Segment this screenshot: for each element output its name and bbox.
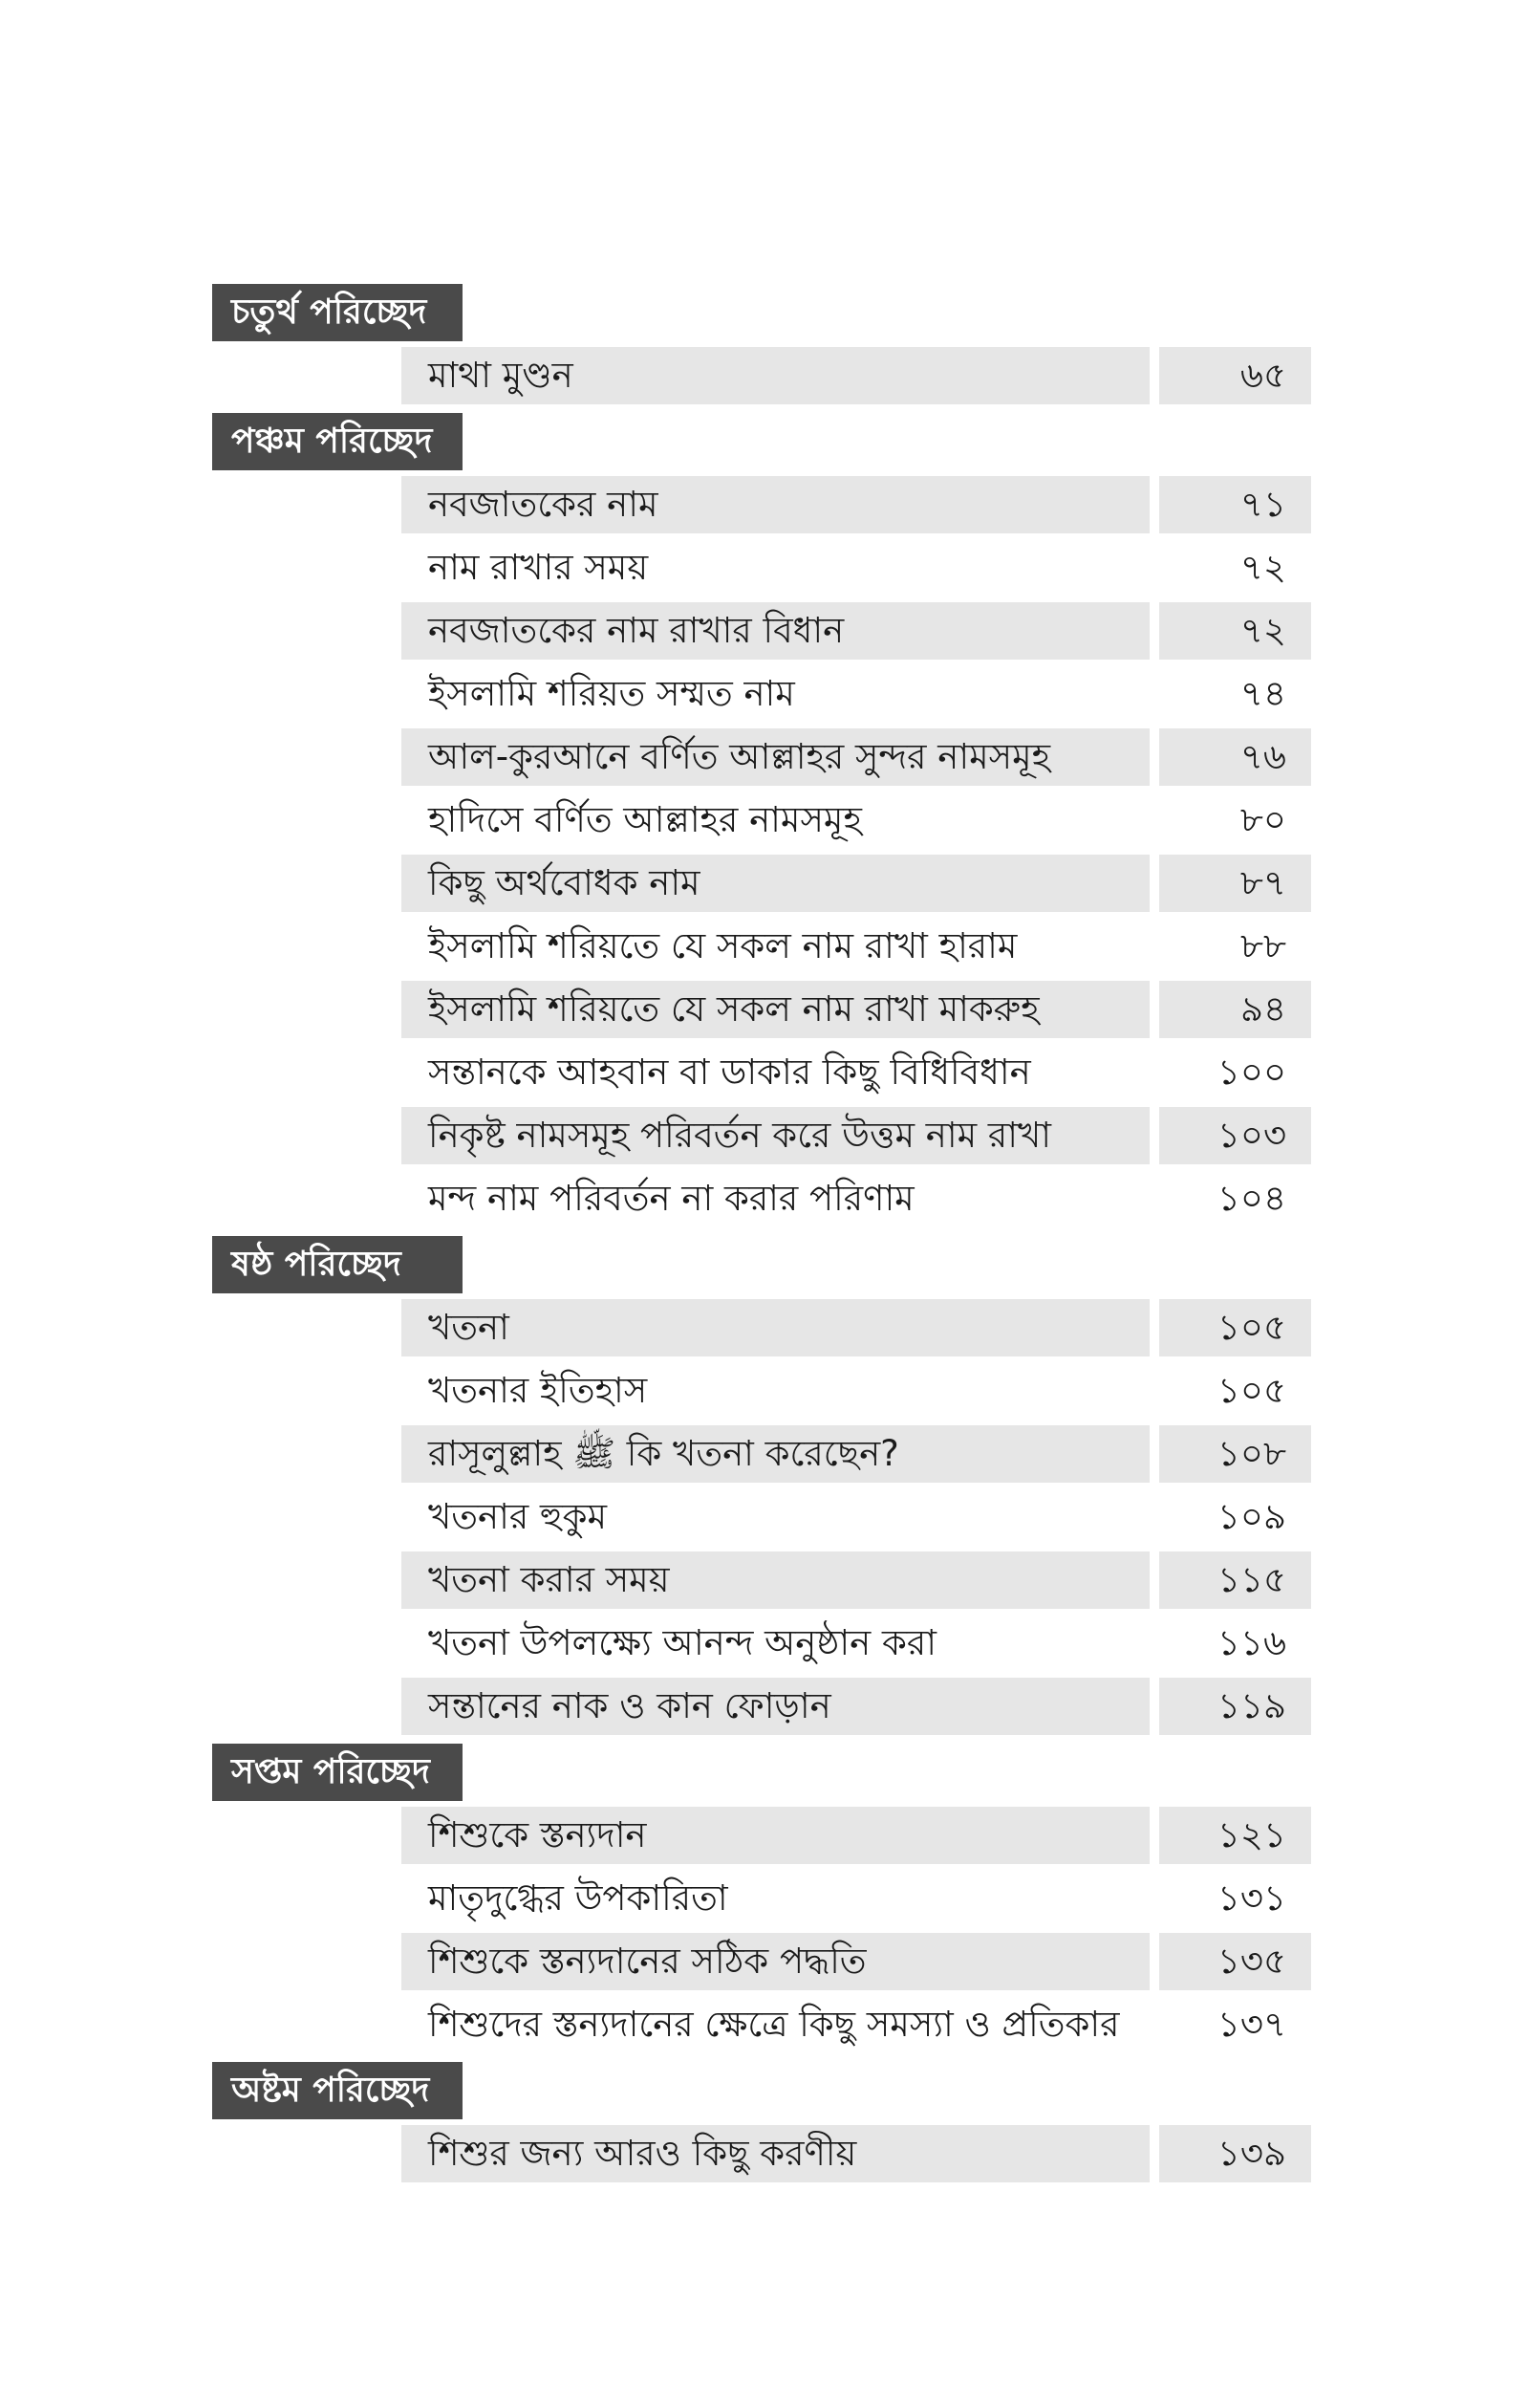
- entry-title: খতনা উপলক্ষ্যে আনন্দ অনুষ্ঠান করা: [428, 1622, 937, 1663]
- entry-page-number: ১১৫: [1159, 1551, 1311, 1609]
- entry-title: আল-কুরআনে বর্ণিত আল্লাহর সুন্দর নামসমূহ: [401, 728, 1150, 786]
- entry-page-number: ১৩৭: [1217, 2004, 1286, 2045]
- toc-entry: [401, 1551, 1311, 1609]
- toc-entry: [401, 1807, 1311, 1864]
- entry-page-number: ১১৬: [1217, 1622, 1286, 1663]
- toc-entry: [401, 1299, 1311, 1356]
- chapter-heading: ষষ্ঠ পরিচ্ছেদ: [212, 1236, 463, 1293]
- chapter-heading: পঞ্চম পরিচ্ছেদ: [212, 413, 463, 470]
- chapter-section: [212, 1744, 1311, 2053]
- toc-entry: [401, 602, 1311, 660]
- entry-page-number: ৭৪: [1239, 673, 1286, 714]
- entry-page-number: ১০৩: [1159, 1107, 1311, 1164]
- entry-page-number: ১৩১: [1217, 1877, 1286, 1919]
- entry-page-number: ৭২: [1239, 547, 1286, 588]
- entry-title: মাতৃদুগ্ধের উপকারিতা: [428, 1877, 728, 1919]
- table-of-contents: [212, 284, 1311, 2188]
- chapter-section: [212, 2062, 1311, 2182]
- entry-title: শিশুকে স্তন্যদান: [401, 1807, 1150, 1864]
- entry-page-number: ৭২: [1159, 602, 1311, 660]
- entry-title: খতনা: [401, 1299, 1150, 1356]
- entry-title: শিশুকে স্তন্যদানের সঠিক পদ্ধতি: [401, 1933, 1150, 1990]
- toc-entry: [401, 665, 1311, 723]
- entry-page-number: ৮৮: [1239, 925, 1286, 966]
- entry-title: রাসূলুল্লাহ ﷺ কি খতনা করেছেন?: [401, 1425, 1150, 1483]
- toc-entry: [401, 2125, 1311, 2182]
- entry-title: শিশুর জন্য আরও কিছু করণীয়: [401, 2125, 1150, 2182]
- entry-title: মন্দ নাম পরিবর্তন না করার পরিণাম: [428, 1178, 915, 1219]
- toc-entry: [401, 1870, 1311, 1927]
- entry-page-number: ১০৯: [1217, 1496, 1286, 1537]
- toc-entry: [401, 1362, 1311, 1420]
- toc-entry: [401, 1615, 1311, 1672]
- toc-entry: [401, 792, 1311, 849]
- toc-entry: [401, 1425, 1311, 1483]
- chapter-section: [212, 284, 1311, 404]
- entry-title: কিছু অর্থবোধক নাম: [401, 855, 1150, 912]
- entry-title: সন্তানের নাক ও কান ফোড়ান: [401, 1678, 1150, 1735]
- entry-page-number: ৯৪: [1159, 981, 1311, 1038]
- toc-entry: [401, 1170, 1311, 1227]
- entry-page-number: ৮০: [1239, 799, 1286, 840]
- entry-page-number: ১৩৯: [1159, 2125, 1311, 2182]
- entry-title: সন্তানকে আহবান বা ডাকার কিছু বিধিবিধান: [428, 1052, 1031, 1093]
- entry-page-number: ১০৫: [1159, 1299, 1311, 1356]
- entry-page-number: ১১৯: [1159, 1678, 1311, 1735]
- toc-entry: [401, 1044, 1311, 1101]
- entry-page-number: ৭১: [1159, 476, 1311, 533]
- chapter-heading: অষ্টম পরিচ্ছেদ: [212, 2062, 463, 2119]
- entry-title: মাথা মুণ্ডন: [401, 347, 1150, 404]
- chapter-section: [212, 1236, 1311, 1735]
- entry-page-number: ১০০: [1217, 1052, 1286, 1093]
- toc-entry: [401, 1107, 1311, 1164]
- toc-entry: [401, 539, 1311, 597]
- toc-entry: [401, 918, 1311, 975]
- entry-page-number: ৬৫: [1159, 347, 1311, 404]
- entry-title: নবজাতকের নাম রাখার বিধান: [401, 602, 1150, 660]
- entry-title: নাম রাখার সময়: [428, 547, 649, 588]
- chapter-heading: সপ্তম পরিচ্ছেদ: [212, 1744, 463, 1801]
- toc-entry: [401, 1996, 1311, 2053]
- entry-title: নিকৃষ্ট নামসমূহ পরিবর্তন করে উত্তম নাম রাখা: [401, 1107, 1150, 1164]
- entry-title: নবজাতকের নাম: [401, 476, 1150, 533]
- entry-title: খতনার হুকুম: [428, 1496, 608, 1537]
- chapter-section: [212, 413, 1311, 1227]
- toc-entry: [401, 728, 1311, 786]
- entry-title: ইসলামি শরিয়ত সম্মত নাম: [428, 673, 795, 714]
- entry-page-number: ৭৬: [1159, 728, 1311, 786]
- entry-page-number: ১০৪: [1217, 1178, 1286, 1219]
- entry-title: হাদিসে বর্ণিত আল্লাহর নামসমূহ: [428, 799, 862, 840]
- entry-page-number: ১৩৫: [1159, 1933, 1311, 1990]
- entry-title: খতনা করার সময়: [401, 1551, 1150, 1609]
- toc-entry: [401, 981, 1311, 1038]
- toc-entry: [401, 1678, 1311, 1735]
- entry-page-number: ৮৭: [1159, 855, 1311, 912]
- entry-title: শিশুদের স্তন্যদানের ক্ষেত্রে কিছু সমস্যা ও প্রতিকার: [428, 2004, 1120, 2045]
- entry-title: ইসলামি শরিয়তে যে সকল নাম রাখা হারাম: [428, 925, 1018, 966]
- toc-entry: [401, 1488, 1311, 1546]
- entry-title: খতনার ইতিহাস: [428, 1370, 648, 1411]
- entry-page-number: ১০৮: [1159, 1425, 1311, 1483]
- toc-entry: [401, 476, 1311, 533]
- entry-title: ইসলামি শরিয়তে যে সকল নাম রাখা মাকরুহ: [401, 981, 1150, 1038]
- entry-page-number: ১২১: [1159, 1807, 1311, 1864]
- chapter-heading: চতুর্থ পরিচ্ছেদ: [212, 284, 463, 341]
- toc-entry: [401, 347, 1311, 404]
- toc-entry: [401, 855, 1311, 912]
- entry-page-number: ১০৫: [1217, 1370, 1286, 1411]
- toc-entry: [401, 1933, 1311, 1990]
